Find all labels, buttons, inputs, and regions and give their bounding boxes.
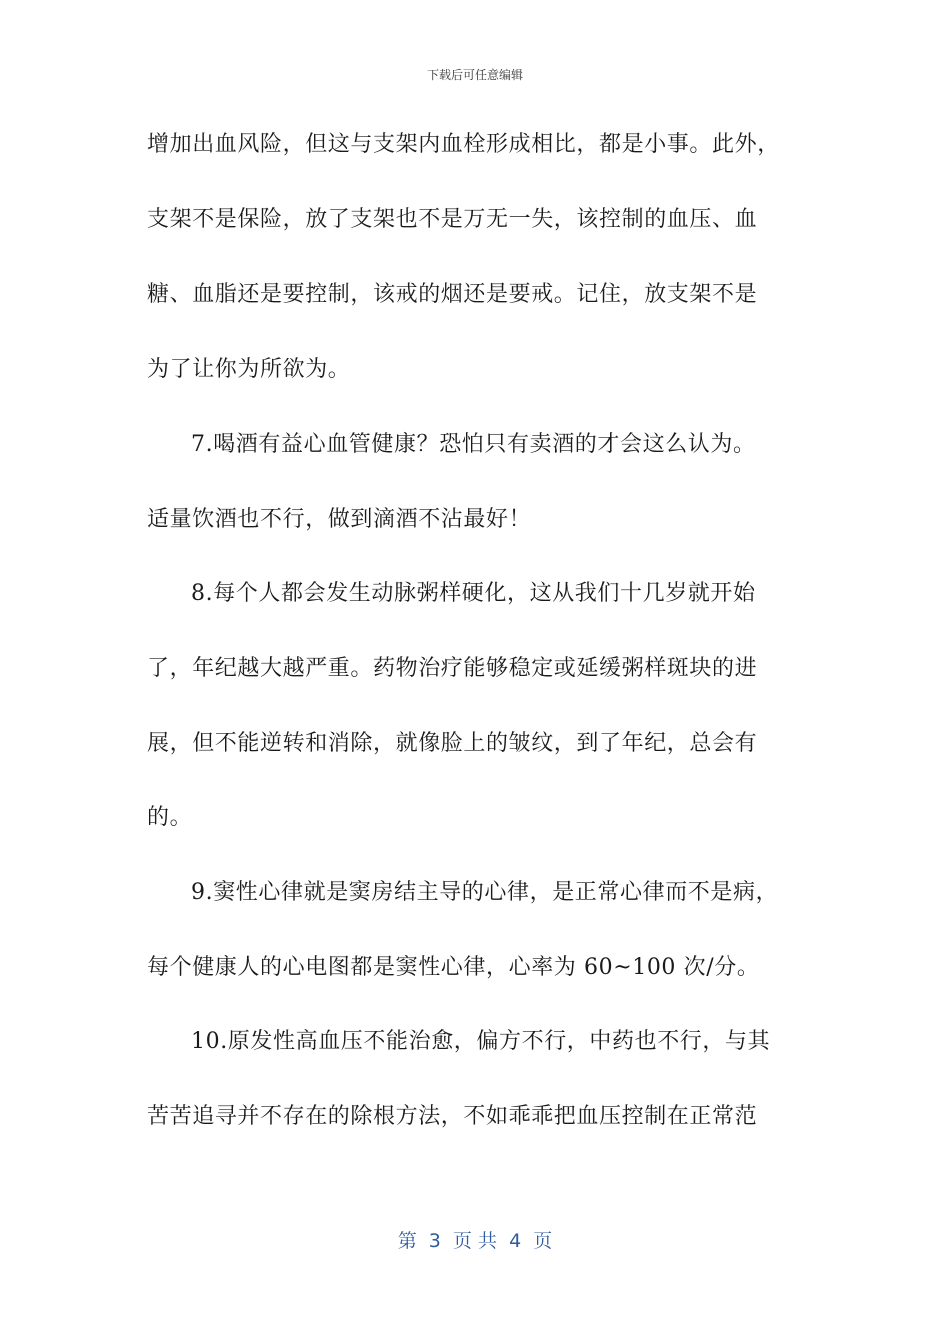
body-line-4: 为了让你为所欲为。: [147, 357, 351, 382]
paragraph-9-line-1: 9.窦性心律就是窦房结主导的心律，是正常心律而不是病，: [191, 880, 779, 905]
body-line-1: 增加出血风险，但这与支架内血栓形成相比，都是小事。此外，: [147, 132, 780, 157]
paragraph-10-line-2: 苦苦追寻并不存在的除根方法，不如乖乖把血压控制在正常范: [147, 1104, 758, 1129]
paragraph-8-line-2: 了，年纪越大越严重。药物治疗能够稳定或延缓粥样斑块的进: [147, 656, 758, 681]
paragraph-8-line-4: 的。: [147, 805, 193, 830]
page-number-footer: 第 3 页 共 4 页: [397, 1230, 553, 1252]
paragraph-9-line-2: 每个健康人的心电图都是窦性心律，心率为 60~100 次/分。: [147, 955, 760, 980]
paragraph-8-line-1: 8.每个人都会发生动脉粥样硬化，这从我们十几岁就开始: [191, 581, 756, 606]
paragraph-10-line-1: 10.原发性高血压不能治愈，偏方不行，中药也不行，与其: [191, 1029, 771, 1054]
paragraph-8-line-3: 展，但不能逆转和消除，就像脸上的皱纹，到了年纪，总会有: [147, 731, 758, 756]
paragraph-7-line-2: 适量饮酒也不行，做到滴酒不沾最好！: [147, 507, 532, 532]
page-header: 下载后可任意编辑: [426, 68, 523, 82]
body-line-2: 支架不是保险，放了支架也不是万无一失，该控制的血压、血: [147, 207, 758, 232]
paragraph-7-line-1: 7.喝酒有益心血管健康？恐怕只有卖酒的才会这么认为。: [191, 432, 756, 457]
body-line-3: 糖、血脂还是要控制，该戒的烟还是要戒。记住，放支架不是: [147, 282, 758, 307]
